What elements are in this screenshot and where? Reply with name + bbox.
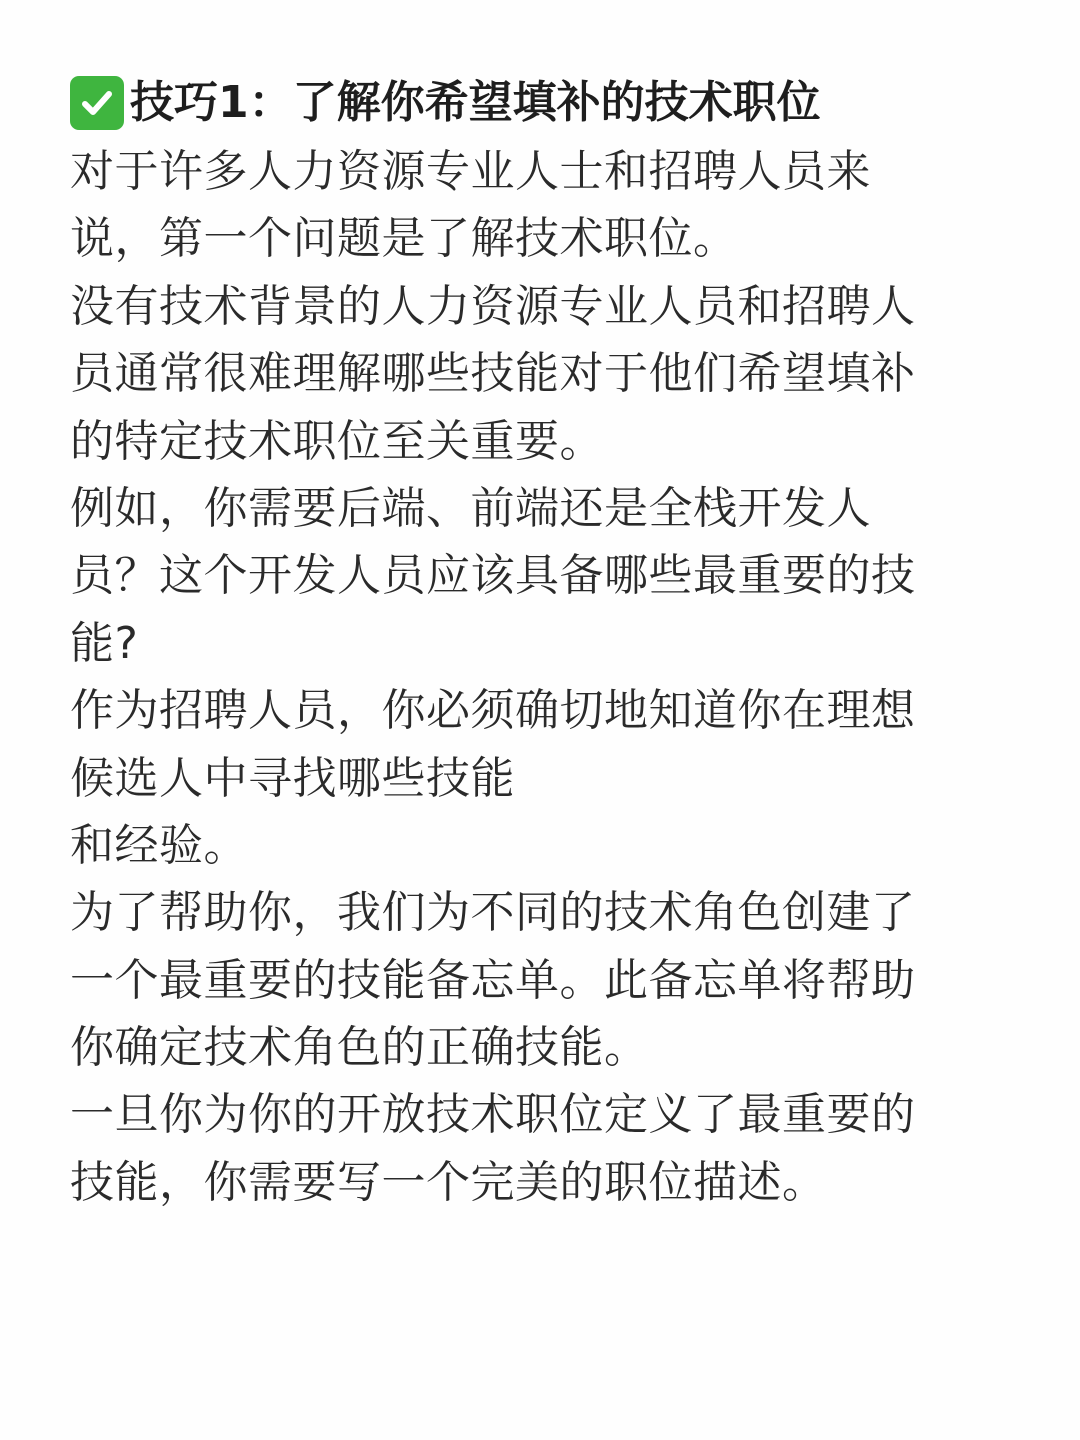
text-line: 对于许多人力资源专业人士和招聘人员来 xyxy=(70,146,871,197)
text-line: 没有技术背景的人力资源专业人员和招聘人 xyxy=(70,280,916,332)
section-title: 技巧1：了解你希望填补的技术职位 xyxy=(130,77,821,128)
text-line: 作为招聘人员，你必须确切地知道你在理想 xyxy=(70,685,916,737)
text-line: 员？这个开发人员应该具备哪些最重要的技 xyxy=(70,550,916,602)
text-line: 和经验。 xyxy=(70,819,248,871)
text-line: 能? xyxy=(70,617,139,669)
text-line: 技能，你需要写一个完美的职位描述。 xyxy=(70,1156,827,1208)
text-line: 员通常很难理解哪些技能对于他们希望填补 xyxy=(70,348,916,400)
text-line: 例如，你需要后端、前端还是全栈开发人 xyxy=(70,482,871,534)
text-line: 的特定技术职位至关重要。 xyxy=(70,415,604,467)
text-line: 说，第一个问题是了解技术职位。 xyxy=(70,213,738,265)
article xyxy=(70,70,1030,1216)
text-line: 候选人中寻找哪些技能 xyxy=(70,752,515,804)
text-line: 你确定技术角色的正确技能。 xyxy=(70,1022,649,1074)
section-heading xyxy=(70,70,1030,136)
text-line: 一旦你为你的开放技术职位定义了最重要的 xyxy=(70,1089,916,1141)
check-mark-button-icon xyxy=(70,76,124,130)
body-text xyxy=(70,138,1030,1216)
text-line: 为了帮助你，我们为不同的技术角色创建了 xyxy=(70,887,916,939)
text-line: 一个最重要的技能备忘单。此备忘单将帮助 xyxy=(70,954,916,1006)
